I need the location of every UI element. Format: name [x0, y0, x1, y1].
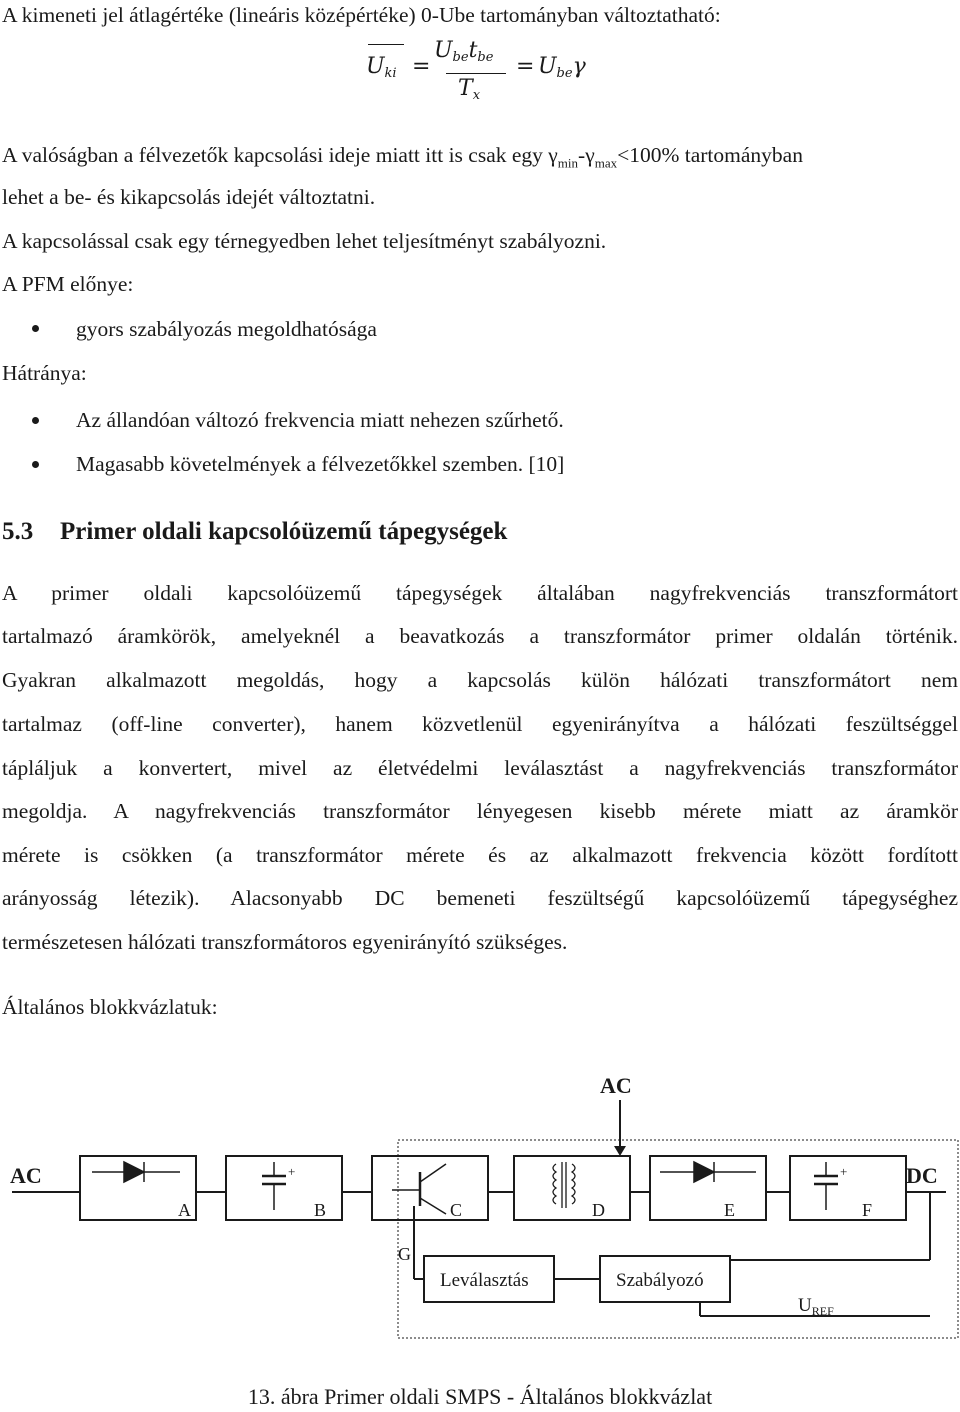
- pfm-label: A PFM előnye:: [2, 272, 134, 296]
- intro-text: A kimeneti jel átlagértéke (lineáris középértéke) 0-Ube tartományban változtatható:: [2, 3, 721, 27]
- plus-b: +: [288, 1164, 296, 1179]
- block-diagram: [0, 1060, 960, 1360]
- arrow-down-icon: [614, 1146, 626, 1156]
- body-line: Gyakran alkalmazott megoldás, hogy a kapcsolás külön hálózati transzformátort nem: [2, 668, 958, 692]
- body-line: tartalmazó áramkörök, amelyeknél a beavatkozás a transzformátor primer oldalán történik.: [2, 624, 958, 648]
- formula-overbar: [368, 44, 404, 45]
- label-b: B: [314, 1200, 327, 1220]
- bullet-icon: [32, 325, 39, 332]
- formula-numerator: $U_{be}t_{be}$: [434, 38, 494, 65]
- plus-f: +: [840, 1164, 848, 1179]
- ac-left-label: AC: [10, 1163, 42, 1188]
- formula-denominator: $T_x$: [458, 76, 481, 103]
- para1-line1: A valóságban a félvezetők kapcsolási ideje miatt itt is csak egy $\gamma_{min}-\gamma_{max}<100\%$ tartományban: [2, 143, 803, 171]
- label-f: F: [862, 1200, 873, 1220]
- para1-line2: lehet a be- és kikapcsolás idejét változtatni.: [2, 185, 376, 209]
- label-c: C: [450, 1200, 463, 1220]
- capacitor-icon: [814, 1162, 838, 1210]
- ac-top-label: AC: [600, 1073, 632, 1098]
- controller-label: Szabályozó: [616, 1270, 704, 1291]
- body-line: természetesen hálózati transzformátoros egyenirányító szükséges.: [2, 930, 568, 954]
- block-label: Általános blokkvázlatuk:: [2, 995, 218, 1019]
- body-line: mérete is csökken (a transzformátor mérete és az alkalmazott frekvencia között fordított: [2, 843, 958, 867]
- drawback-item: Az állandóan változó frekvencia miatt nehezen szűrhető.: [76, 408, 564, 432]
- uref-label: $U_{REF}$: [798, 1295, 834, 1318]
- drawback-label: Hátránya:: [2, 361, 87, 385]
- block-c: [372, 1156, 488, 1220]
- diode-icon: [92, 1162, 180, 1182]
- drawback-item: Magasabb követelmények a félvezetőkkel szemben. [10]: [76, 452, 565, 476]
- diagram-frame: [398, 1140, 958, 1338]
- formula-lhs: $U_{ki}$: [366, 54, 397, 81]
- body-line: A primer oldali kapcsolóüzemű tápegységek általában nagyfrekvenciás transzformátort: [2, 581, 958, 605]
- pfm-item: gyors szabályozás megoldhatósága: [76, 317, 377, 341]
- label-a: A: [178, 1200, 191, 1220]
- label-g: G: [398, 1244, 411, 1264]
- label-d: D: [592, 1200, 605, 1220]
- para2: A kapcsolással csak egy térnegyedben lehet teljesítményt szabályozni.: [2, 229, 607, 253]
- bullet-icon: [32, 461, 39, 468]
- body-line: tápláljuk a konvertert, mivel az életvédelmi leválasztást a nagyfrekvenciás transzformátor: [2, 756, 958, 780]
- isolation-label: Leválasztás: [440, 1270, 529, 1291]
- body-line: megoldja. A nagyfrekvenciás transzformátor lényegesen kisebb mérete miatt az áramkör: [2, 799, 958, 823]
- label-e: E: [724, 1200, 735, 1220]
- figure-caption: 13. ábra Primer oldali SMPS - Általános blokkvázlat: [247, 1384, 713, 1409]
- dc-label: DC: [906, 1163, 938, 1188]
- transformer-icon: [553, 1162, 575, 1208]
- formula-fraction-bar: [446, 73, 506, 74]
- block-e: [650, 1156, 766, 1220]
- diode-icon: [660, 1162, 756, 1182]
- bullet-icon: [32, 417, 39, 424]
- section-heading: 5.3 Primer oldali kapcsolóüzemű tápegységek: [2, 518, 508, 545]
- body-line: arányosság létezik). Alacsonyabb DC bemeneti feszültségű kapcsolóüzemű tápegységhez: [2, 886, 958, 910]
- transistor-icon: [392, 1164, 446, 1214]
- formula-rhs: $U_{be}\gamma$: [538, 54, 586, 81]
- formula-eq2: =: [516, 54, 535, 79]
- formula-eq: =: [412, 54, 431, 79]
- block-f: [790, 1156, 906, 1220]
- body-line: tartalmaz (off-line converter), hanem közvetlenül egyenirányítva a hálózati feszültséggel: [2, 712, 958, 736]
- formula: [366, 36, 606, 106]
- capacitor-icon: [262, 1162, 286, 1210]
